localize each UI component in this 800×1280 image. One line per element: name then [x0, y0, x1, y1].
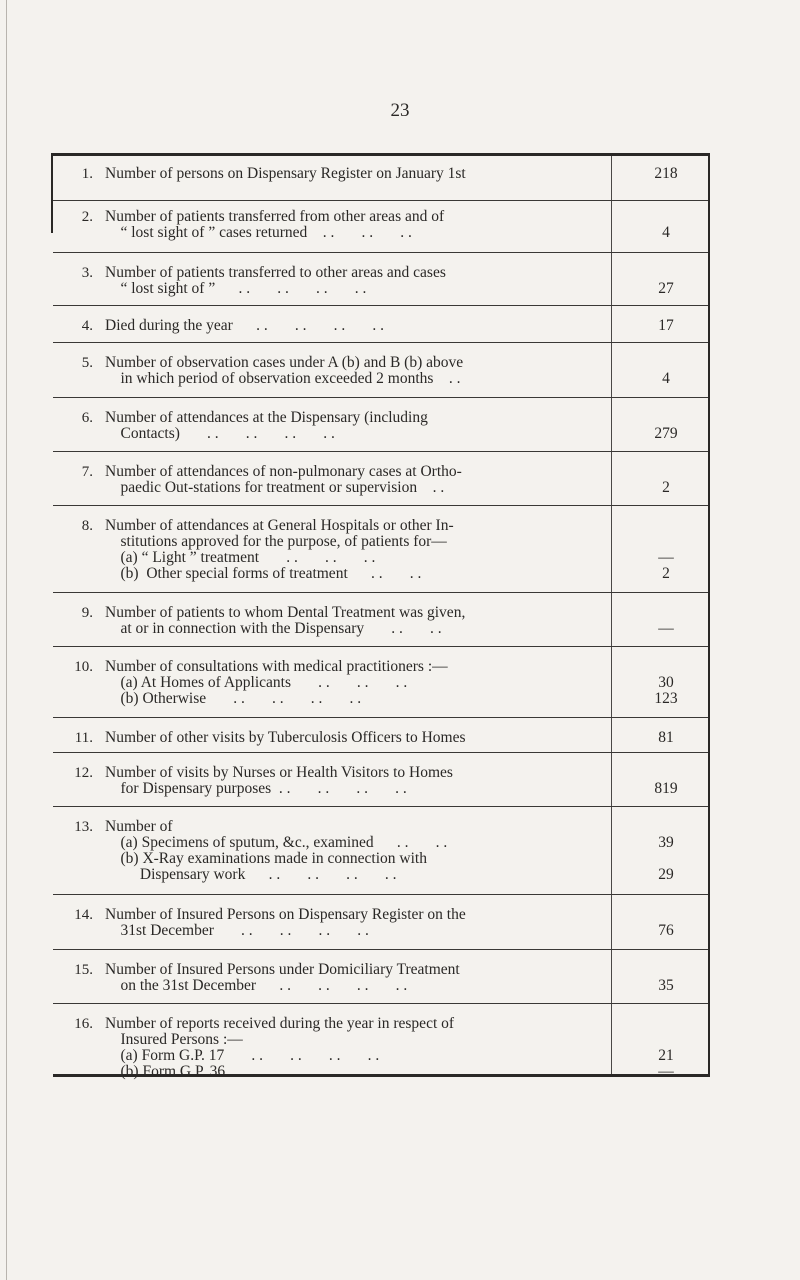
row-description: Number of other visits by Tuberculosis Officers to Homes	[105, 729, 466, 746]
row-value: 819	[654, 780, 678, 797]
row-description: Number of attendances of non-pulmonary cases at Ortho- paedic Out-stations for treatment or supervision . .	[105, 463, 462, 496]
row-number: 3.	[81, 265, 93, 281]
table-row	[53, 451, 708, 496]
table-row	[53, 252, 708, 297]
row-number: 16.	[74, 1016, 93, 1032]
table-row	[53, 592, 708, 637]
row-value: 76	[658, 922, 674, 939]
row-description: Number of patients to whom Dental Treatment was given, at or in connection with the Dispensary . . . .	[105, 604, 466, 637]
row-description: Number of persons on Dispensary Register on January 1st	[105, 165, 466, 182]
dispensary-statistics-table	[53, 153, 710, 1080]
row-description: Died during the year . . . . . . . .	[105, 317, 384, 334]
row-description: Number of visits by Nurses or Health Visitors to Homes for Dispensary purposes . . . . . . . .	[105, 764, 453, 797]
row-number: 10.	[74, 659, 93, 675]
table-row	[53, 894, 708, 939]
row-value: 4	[662, 224, 670, 241]
row-number: 6.	[81, 410, 93, 426]
table-row	[53, 200, 708, 241]
row-number: 2.	[81, 209, 93, 225]
table-row	[53, 505, 708, 582]
row-value: 39 29	[658, 834, 674, 883]
row-description: Number of consultations with medical practitioners :— (a) At Homes of Applicants . . . . . . (b) Otherwise . . . . . . . .	[105, 658, 448, 707]
row-number: 8.	[81, 518, 93, 534]
row-value: 17	[658, 317, 674, 334]
row-number: 1.	[81, 166, 93, 182]
row-value: 81	[658, 729, 674, 746]
row-description: Number of reports received during the year in respect of Insured Persons :— (a) Form G.P. 17 . . . . . . . . (b) Form G.P. 36 . . . . . . . .	[105, 1015, 455, 1080]
row-value: 27	[658, 280, 674, 297]
table-row	[53, 752, 708, 797]
column-divider	[611, 156, 612, 1074]
table-row	[53, 806, 708, 883]
row-value: —	[658, 620, 674, 637]
table-row	[53, 305, 708, 334]
table-row	[53, 342, 708, 387]
row-number: 11.	[74, 730, 93, 746]
row-description: Number of (a) Specimens of sputum, &c., examined . . . . (b) X-Ray examinations made in connection with Dispensary work . . . . . . . .	[105, 818, 448, 883]
row-value: 35	[658, 977, 674, 994]
row-value: 21 —	[658, 1047, 674, 1080]
row-description: Number of attendances at the Dispensary (including Contacts) . . . . . . . .	[105, 409, 428, 442]
row-value: 218	[654, 165, 678, 182]
table-row	[53, 646, 708, 707]
table-row	[53, 949, 708, 994]
row-value: — 2	[658, 549, 674, 582]
row-description: Number of patients transferred to other areas and cases “ lost sight of ” . . . . . . . .	[105, 264, 446, 297]
row-description: Number of attendances at General Hospitals or other In- stitutions approved for the purpose, of patients for— (a) “ Light ” treatment . . . . . . (b) Other special forms of treatment . . . .	[105, 517, 454, 582]
row-number: 15.	[74, 962, 93, 978]
row-number: 4.	[81, 318, 93, 334]
page-number: 23	[390, 100, 410, 121]
row-description: Number of Insured Persons under Domiciliary Treatment on the 31st December . . . . . . . .	[105, 961, 460, 994]
row-number: 9.	[81, 605, 93, 621]
row-number: 14.	[74, 907, 93, 923]
row-value: 30 123	[654, 674, 678, 707]
row-number: 12.	[74, 765, 93, 781]
row-number: 7.	[81, 464, 93, 480]
row-description: Number of Insured Persons on Dispensary Register on the 31st December . . . . . . . .	[105, 906, 466, 939]
row-description: Number of patients transferred from other areas and of “ lost sight of ” cases returned . . . . . .	[105, 208, 445, 241]
table-row	[53, 1003, 708, 1080]
row-number: 5.	[81, 355, 93, 371]
table-row	[53, 717, 708, 746]
row-value: 279	[654, 425, 678, 442]
row-description: Number of observation cases under A (b) and B (b) above in which period of observation exceeded 2 months . .	[105, 354, 464, 387]
row-number: 13.	[74, 819, 93, 835]
scan-margin-line	[6, 0, 7, 1280]
table-row	[53, 397, 708, 442]
row-value: 2	[662, 479, 670, 496]
row-value: 4	[662, 370, 670, 387]
